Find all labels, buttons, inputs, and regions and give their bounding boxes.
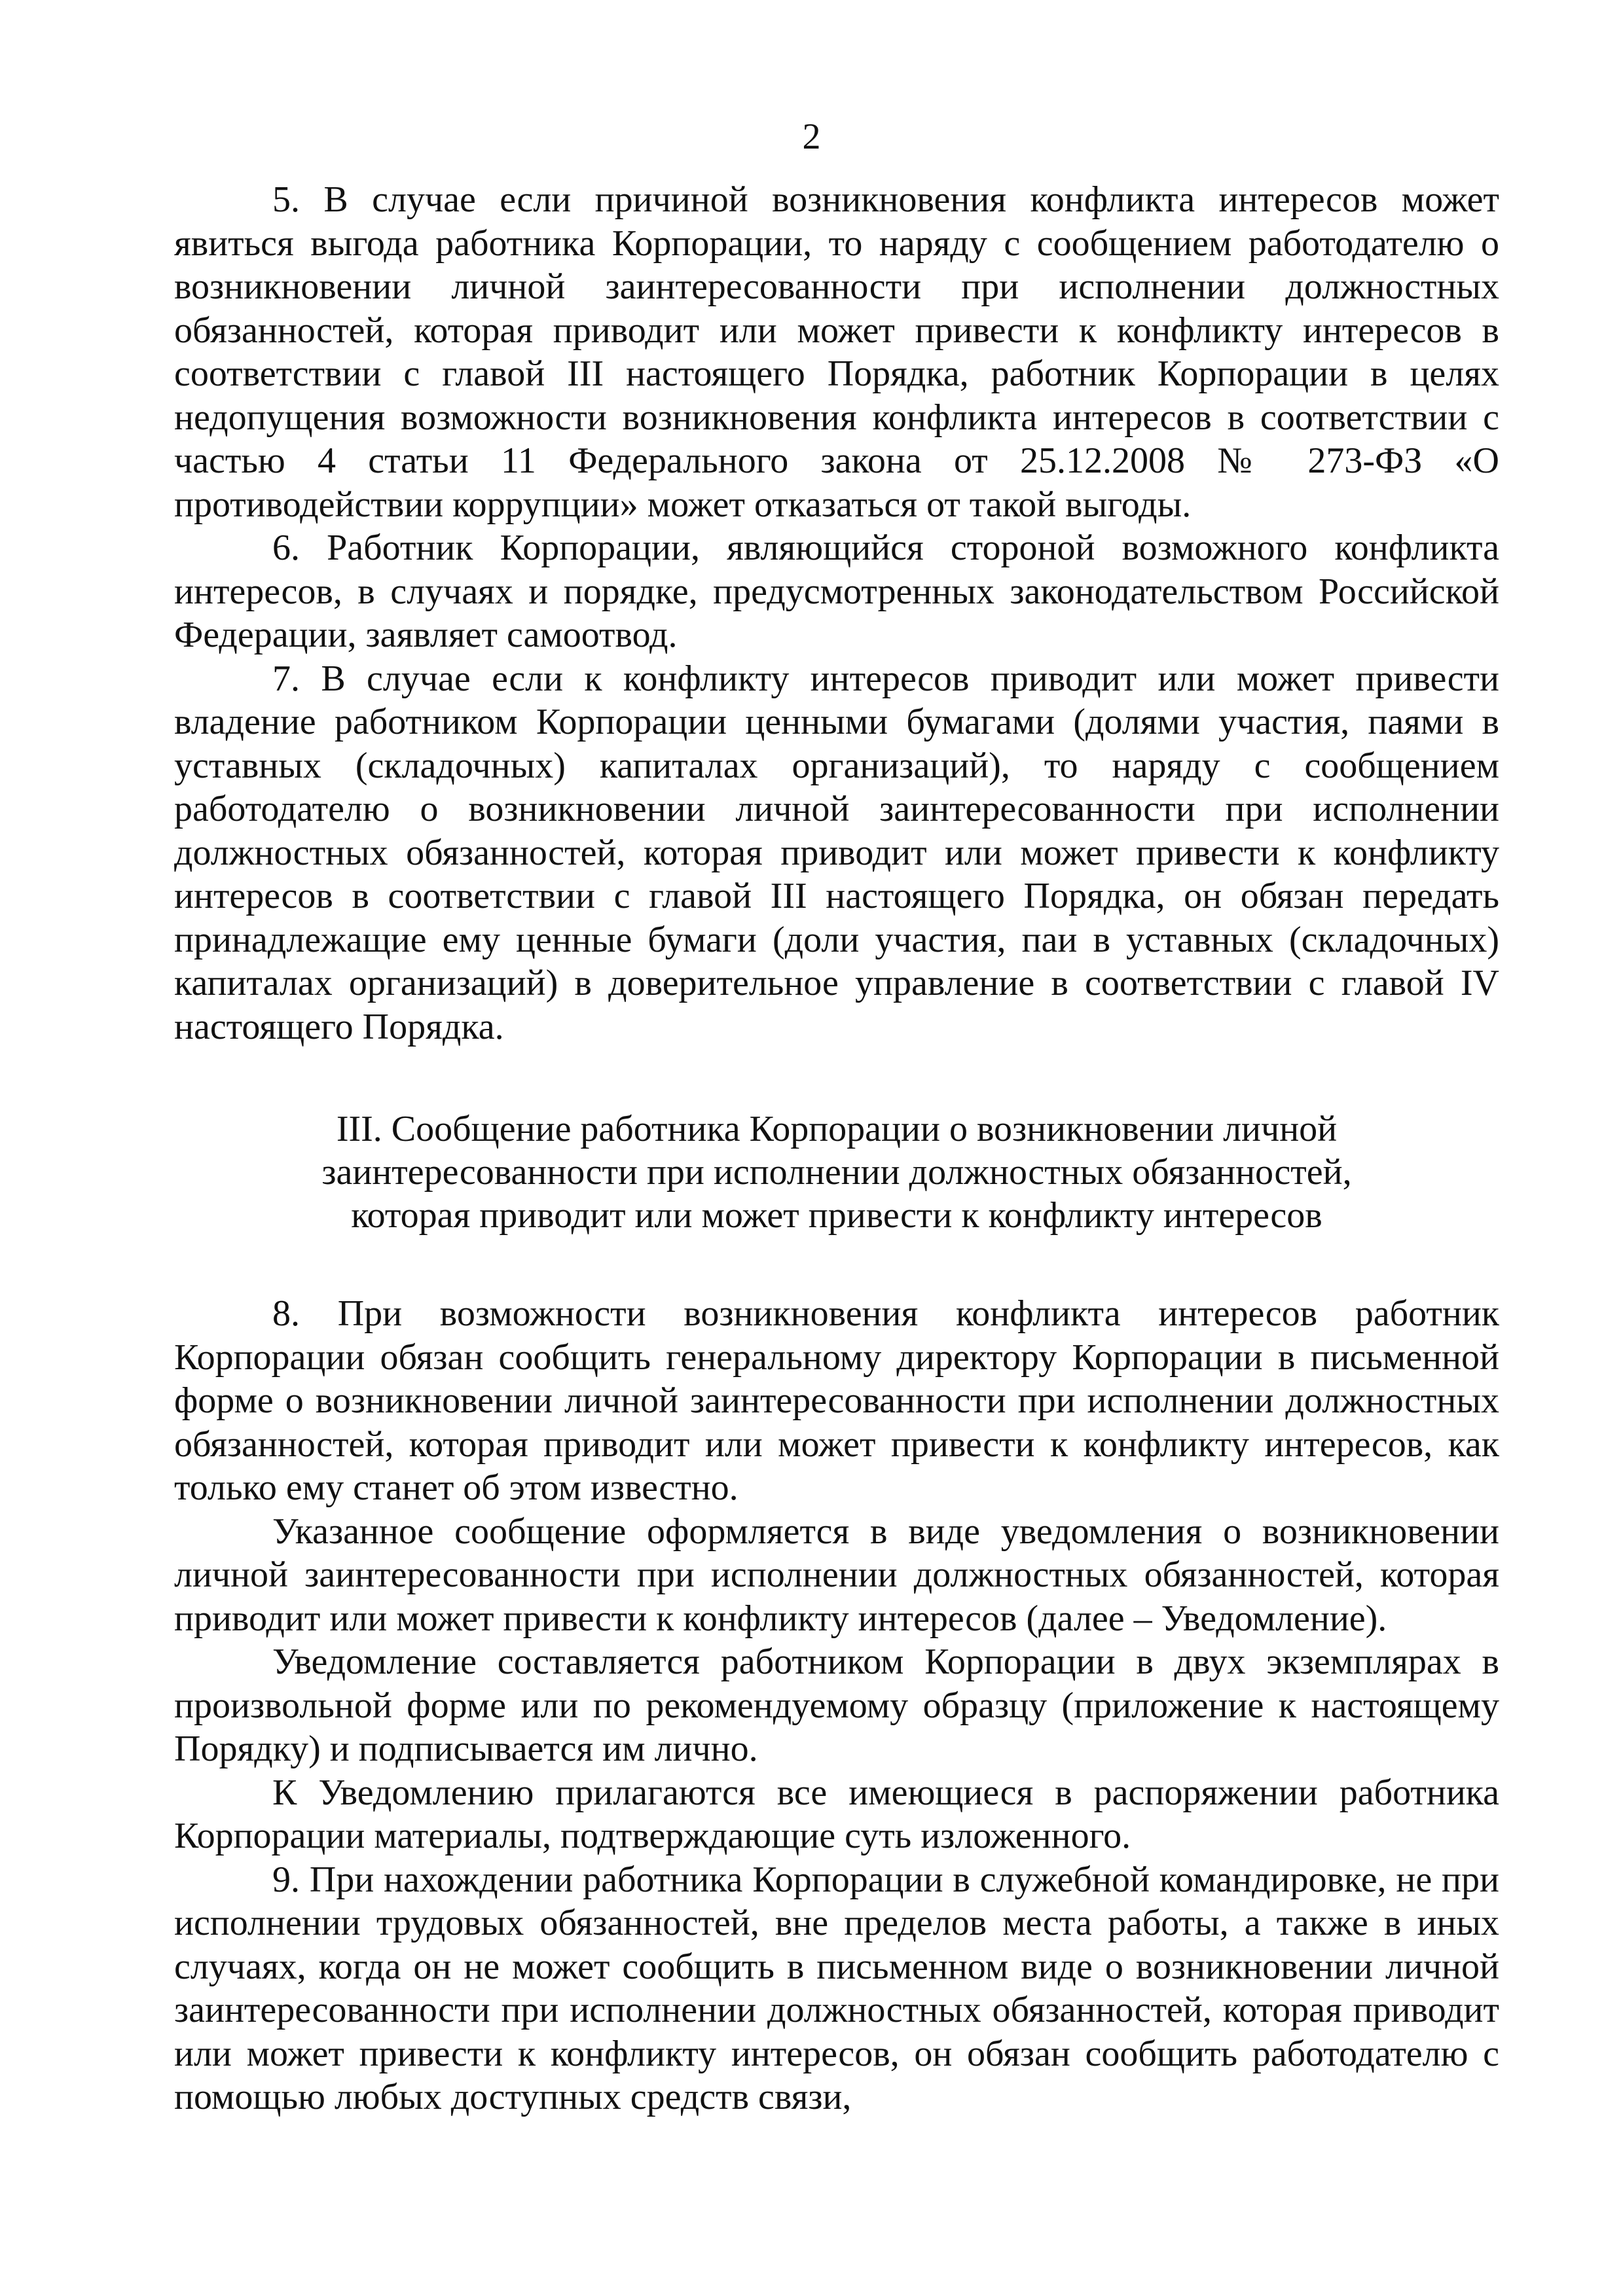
paragraph-notification-copies: Уведомление составляется работником Корпорации в двух экземплярах в произвольной форме или по рекомендуемому образцу (приложение к настоящему Порядку) и подписывается им лично. <box>174 1641 1499 1769</box>
paragraph-6: 6. Работник Корпорации, являющийся стороной возможного конфликта интересов, в случаях и порядке, предусмотренных законодательством Российской Федерации, заявляет самоотвод. <box>174 528 1499 655</box>
paragraph-attachments: К Уведомлению прилагаются все имеющиеся в распоряжении работника Корпорации материалы, подтверждающие суть изложенного. <box>174 1772 1499 1856</box>
paragraph-notification-form: Указанное сообщение оформляется в виде уведомления о возникновении личной заинтересованности при исполнении должностных обязанностей, которая приводит или может привести к конфликту интересов (далее – Уведомление). <box>174 1511 1499 1639</box>
paragraph-9: 9. При нахождении работника Корпорации в служебной командировке, не при исполнении трудовых обязанностей, вне пределов места работы, а также в иных случаях, когда он не может сообщить в письменном виде о возникновении личной заинтересованности при исполнении должностных обязанностей, которая приводит или может привести к конфликту интересов, он обязан сообщить работодателю с помощью любых доступных средств связи, <box>174 1859 1499 2117</box>
document-body <box>174 178 1499 2119</box>
paragraph-8: 8. При возможности возникновения конфликта интересов работник Корпорации обязан сообщить генеральному директору Корпорации в письменной форме о возникновении личной заинтересованности при исполнении должностных обязанностей, которая приводит или может привести к конфликту интересов, как только ему станет об этом известно. <box>174 1293 1499 1508</box>
section-heading-line-3: которая приводит или может привести к конфликту интересов <box>351 1195 1322 1236</box>
paragraph-7: 7. В случае если к конфликту интересов приводит или может привести владение работником Корпорации ценными бумагами (долями участия, паями в уставных (складочных) капиталах организаций), то наряду с сообщением работодателю о возникновении личной заинтересованности при исполнении должностных обязанностей, которая приводит или может привести к конфликту интересов в соответствии с главой III настоящего Порядка, он обязан передать принадлежащие ему ценные бумаги (доли участия, паи в уставных (складочных) капиталах организаций) в доверительное управление в соответствии с главой IV настоящего Порядка. <box>174 658 1499 1047</box>
section-heading-line-2: заинтересованности при исполнении должностных обязанностей, <box>321 1152 1352 1193</box>
paragraph-5: 5. В случае если причиной возникновения конфликта интересов может явиться выгода работника Корпорации, то наряду с сообщением работодателю о возникновении личной заинтересованности при исполнении должностных обязанностей, которая приводит или может привести к конфликту интересов в соответствии с главой III настоящего Порядка, работник Корпорации в целях недопущения возможности возникновения конфликта интересов в соответствии с частью 4 статьи 11 Федерального закона от 25.12.2008 № 273-ФЗ «О противодействии коррупции» может отказаться от такой выгоды. <box>174 179 1499 525</box>
section-heading-line-1: III. Сообщение работника Корпорации о возникновении личной <box>336 1109 1338 1149</box>
page-number: 2 <box>802 117 821 157</box>
section-heading <box>174 1107 1499 1237</box>
